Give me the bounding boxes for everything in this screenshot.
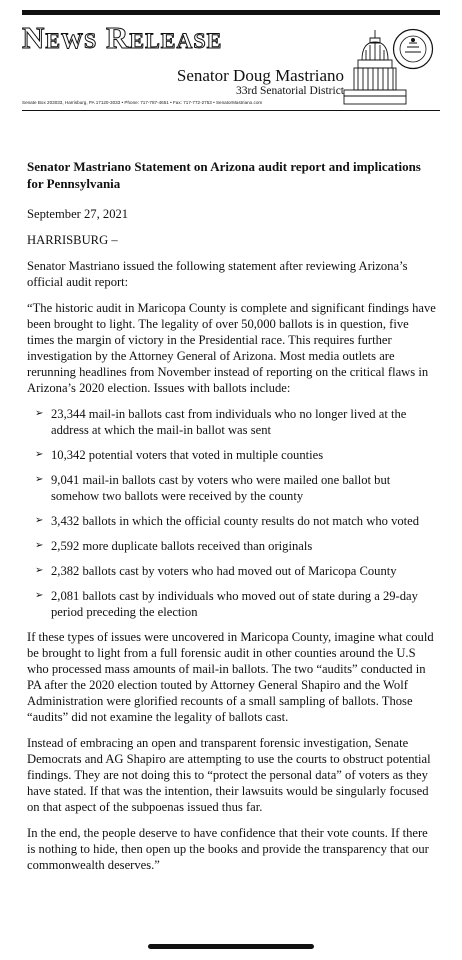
statement-paragraph-2: If these types of issues were uncovered in Maricopa County, imagine what could be brought to light from a full forensic audit in other counties around the U.S who processed mass amounts of mail-in ballots. The two “audits” conducted in PA after the 2020 election touted by Attorney General Shapiro and the Wolf Administration were glorified recounts of a small sampling of ballots. Those “audits” did not examine the legality of ballots cast.	[27, 630, 434, 724]
issues-list	[27, 406, 437, 620]
arrow-bullet-icon: ➢	[35, 449, 44, 460]
arrow-bullet-icon: ➢	[35, 540, 44, 551]
arrow-bullet-icon: ➢	[35, 474, 44, 485]
list-item: ➢ 9,041 mail-in ballots cast by voters who were mailed one ballot but somehow two ballots were received by the county	[35, 473, 391, 503]
masthead-top-rule	[22, 10, 440, 15]
release-title: Senator Mastriano Statement on Arizona audit report and implications for Pennsylvania	[27, 159, 421, 191]
intro-paragraph: Senator Mastriano issued the following statement after reviewing Arizona’s official audit report:	[27, 259, 408, 289]
list-item: ➢ 2,592 more duplicate ballots received than originals	[35, 539, 313, 553]
list-item: ➢ 10,342 potential voters that voted in multiple counties	[35, 448, 324, 462]
arrow-bullet-icon: ➢	[35, 565, 44, 576]
list-item: ➢ 2,382 ballots cast by voters who had moved out of Maricopa County	[35, 564, 397, 578]
statement-paragraph-4: In the end, the people deserve to have confidence that their vote counts. If there is nothing to hide, then open up the books and provide the transparency that our commonwealth deserves.”	[27, 826, 429, 872]
arrow-bullet-icon: ➢	[35, 408, 44, 419]
statement-paragraph-1: “The historic audit in Maricopa County is complete and significant findings have been brought to light. The legality of over 50,000 ballots is in question, five times the margin of victory in the Presidential race. This requires further investigation by the Attorney General of Arizona. Most media outlets are rerunning headlines from November instead of reporting on the critical flaws in Arizona’s 2020 election. Issues with ballots include:	[27, 301, 436, 395]
list-item: ➢ 23,344 mail-in ballots cast from individuals who no longer lived at the address at which the mail-in ballot was sent	[35, 407, 407, 437]
release-body	[27, 158, 437, 883]
release-date: September 27, 2021	[27, 207, 129, 221]
statement-paragraph-3: Instead of embracing an open and transparent forensic investigation, Senate Democrats and AG Shapiro are attempting to use the courts to obstruct potential findings. They are not doing this to “protect the personal data” of voters as they have stated. If that was the intention, their lawsuits would be singularly focused on that aspect of the subpoenas issued thus far.	[27, 736, 431, 814]
list-item: ➢ 2,081 ballots cast by individuals who moved out of state during a 29-day period preceding the election	[35, 589, 418, 619]
arrow-bullet-icon: ➢	[35, 590, 44, 601]
senatorial-district: 33rd Senatorial District	[236, 85, 344, 97]
contact-line: Senate Box 203033, Harrisburg, PA 17120-3033 • Phone: 717-787-4651 • Fax: 717-772-2753 • SenatorMastriano.com	[22, 100, 263, 105]
list-item: ➢ 3,432 ballots in which the official county results do not match who voted	[35, 514, 420, 528]
dateline: HARRISBURG –	[27, 233, 118, 247]
state-seal-icon	[392, 28, 434, 70]
arrow-bullet-icon: ➢	[35, 515, 44, 526]
senator-name: Senator Doug Mastriano	[176, 66, 344, 85]
masthead-title: News Release	[22, 20, 223, 55]
home-indicator[interactable]	[148, 944, 314, 949]
header-rule	[22, 110, 440, 111]
